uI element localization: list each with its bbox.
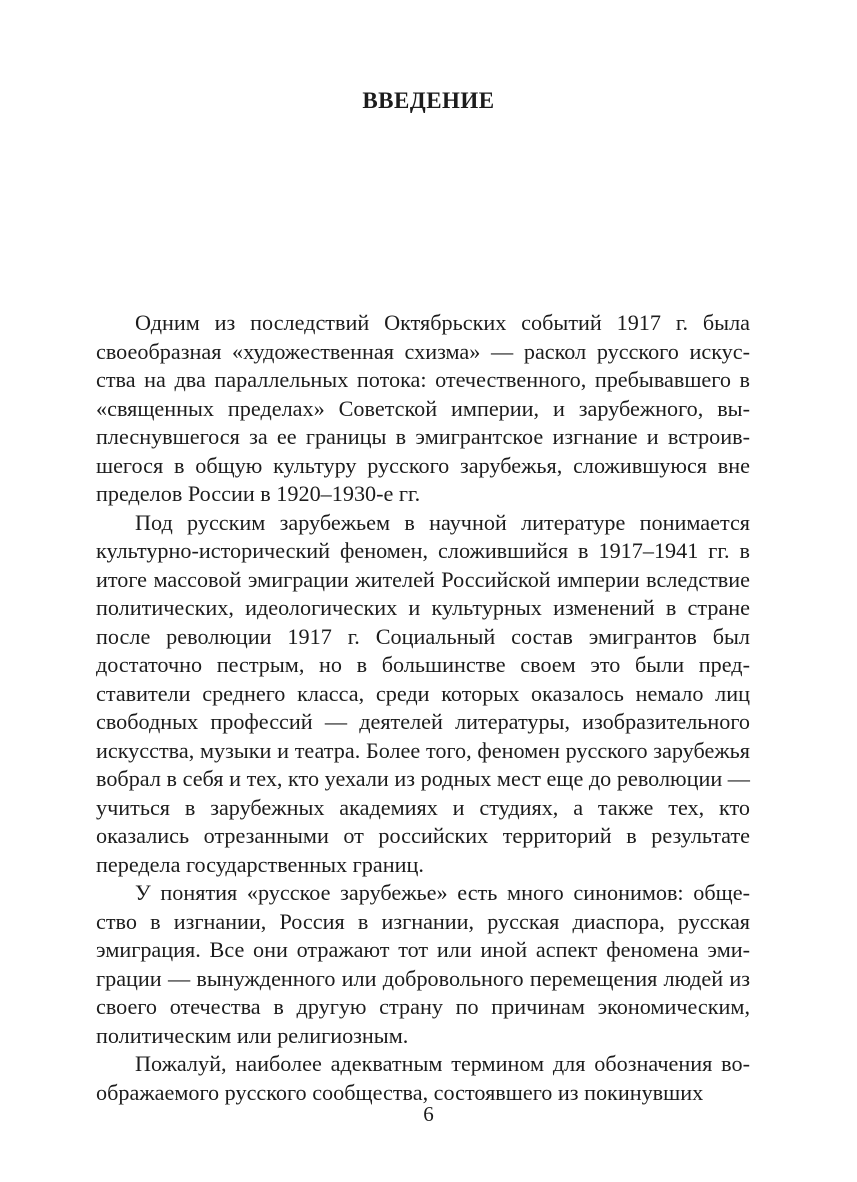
body-text bbox=[96, 309, 750, 1107]
paragraph: Пожалуй, наиболее адекватным термином для обозначения воображаемого русского сообщества, состоявшего из покинувших bbox=[96, 1051, 750, 1105]
paragraph: Под русским зарубежьем в научной литературе понимается культурно-исторический феномен, сложившийся в 1917–1941 гг. в итоге массовой эмиграции жителей Российской империи вследствие политических, идеологических и культурных изменений в стране после революции 1917 г. Социальный состав эмигрантов был достаточно пестрым, но в большинстве своем это были представители среднего класса, среди которых оказалось немало лиц свободных профессий — деятелей литературы, изобразительного искусства, музыки и театра. Более того, феномен русского зарубежья вобрал в себя и тех, кто уехали из родных мест еще до революции — учиться в зарубежных академиях и студиях, а также тех, кто оказались отрезанными от российских территорий в результате передела государственных границ. bbox=[96, 509, 750, 877]
chapter-heading: ВВЕДЕНИЕ bbox=[362, 88, 495, 113]
paragraph: Одним из последствий Октябрьских событий 1917 г. была своеобразная «художественная схизма» — раскол русского искусства на два параллельных потока: отечественного, пребывавшего в «священных пределах» Советской империи, и зарубежного, выплеснувшегося за ее границы в эмигрантское изгнание и встроившегося в общую культуру русского зарубежья, сложившуюся вне пределов России в 1920–1930-е гг. bbox=[96, 310, 750, 506]
page-number: 6 bbox=[423, 1102, 434, 1126]
paragraph: У понятия «русское зарубежье» есть много синонимов: общество в изгнании, Россия в изгнании, русская диаспора, русская эмиграция. Все они отражают тот или иной аспект феномена эмиграции — вынужденного или добровольного перемещения людей из своего отечества в другую страну по причинам экономическим, политическим или религиозным. bbox=[96, 880, 750, 1048]
